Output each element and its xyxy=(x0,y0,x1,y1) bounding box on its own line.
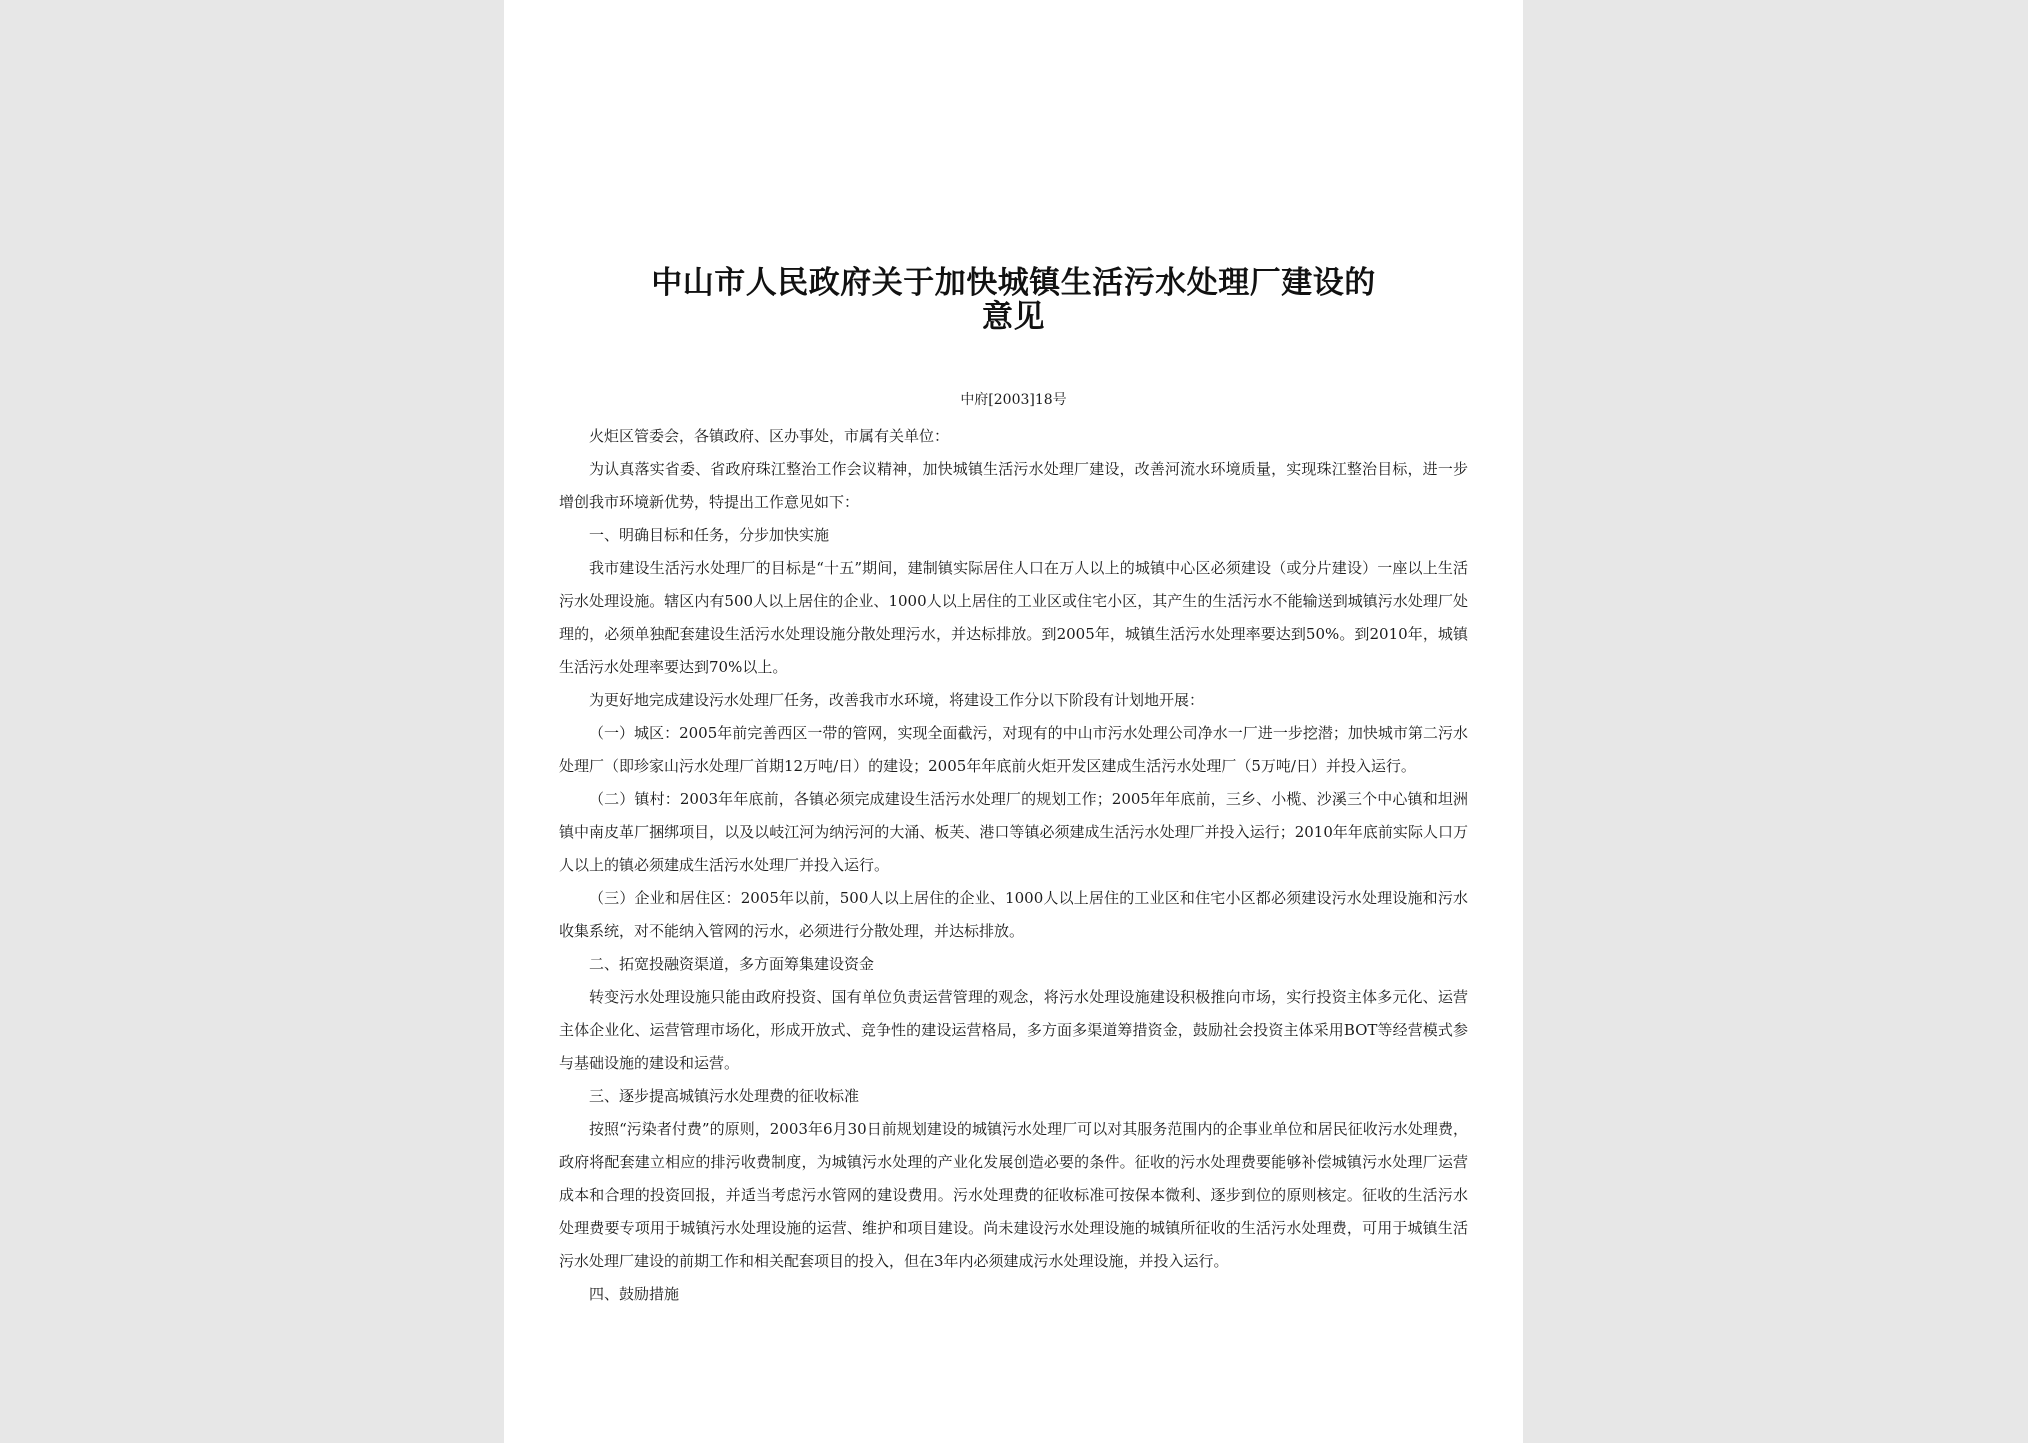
body-paragraph: 按照“污染者付费”的原则，2003年6月30日前规划建设的城镇污水处理厂可以对其服务范围内的企事业单位和居民征收污水处理费，政府将配套建立相应的排污收费制度，为城镇污水处理的产业化发展创造必要的条件。征收的污水处理费要能够补偿城镇污水处理厂运营成本和合理的投资回报，并适当考虑污水管网的建设费用。污水处理费的征收标准可按保本微利、逐步到位的原则核定。征收的生活污水处理费要专项用于城镇污水处理设施的运营、维护和项目建设。尚未建设污水处理设施的城镇所征收的生活污水处理费，可用于城镇生活污水处理厂建设的前期工作和相关配套项目的投入，但在3年内必须建成污水处理设施，并投入运行。 xyxy=(559,1120,1468,1270)
body-paragraph: 为更好地完成建设污水处理厂任务，改善我市水环境，将建设工作分以下阶段有计划地开展： xyxy=(589,691,1205,709)
document-title-line2: 意见 xyxy=(982,299,1045,335)
section-heading-1: 一、明确目标和任务，分步加快实施 xyxy=(589,526,830,544)
body-paragraph: （三）企业和居住区：2005年以前，500人以上居住的企业、1000人以上居住的工业区和住宅小区都必须建设污水处理设施和污水收集系统，对不能纳入管网的污水，必须进行分散处理，并达标排放。 xyxy=(559,889,1468,940)
section-heading-4: 四、鼓励措施 xyxy=(589,1285,680,1303)
document-page xyxy=(504,0,1523,1443)
intro-paragraph: 为认真落实省委、省政府珠江整治工作会议精神，加快城镇生活污水处理厂建设，改善河流水环境质量，实现珠江整治目标，进一步增创我市环境新优势，特提出工作意见如下： xyxy=(559,460,1468,511)
body-paragraph: （一）城区：2005年前完善西区一带的管网，实现全面截污，对现有的中山市污水处理公司净水一厂进一步挖潜；加快城市第二污水处理厂（即珍家山污水处理厂首期12万吨/日）的建设；2005年年底前火炬开发区建成生活污水处理厂（5万吨/日）并投入运行。 xyxy=(559,724,1468,775)
document-number: 中府[2003]18号 xyxy=(960,392,1067,408)
section-heading-3: 三、逐步提高城镇污水处理费的征收标准 xyxy=(589,1087,860,1105)
body-paragraph: （二）镇村：2003年年底前，各镇必须完成建设生活污水处理厂的规划工作；2005年年底前，三乡、小榄、沙溪三个中心镇和坦洲镇中南皮革厂捆绑项目，以及以岐江河为纳污河的大涌、板芙、港口等镇必须建成生活污水处理厂并投入运行；2010年年底前实际人口万人以上的镇必须建成生活污水处理厂并投入运行。 xyxy=(559,790,1468,874)
section-heading-2: 二、拓宽投融资渠道，多方面筹集建设资金 xyxy=(589,955,875,973)
document-body xyxy=(559,420,1468,1311)
body-paragraph: 转变污水处理设施只能由政府投资、国有单位负责运营管理的观念，将污水处理设施建设积极推向市场，实行投资主体多元化、运营主体企业化、运营管理市场化，形成开放式、竞争性的建设运营格局，多方面多渠道筹措资金，鼓励社会投资主体采用BOT等经营模式参与基础设施的建设和运营。 xyxy=(559,988,1468,1072)
body-paragraph: 我市建设生活污水处理厂的目标是“十五”期间，建制镇实际居住人口在万人以上的城镇中心区必须建设（或分片建设）一座以上生活污水处理设施。辖区内有500人以上居住的企业、1000人以上居住的工业区或住宅小区，其产生的生活污水不能输送到城镇污水处理厂处理的，必须单独配套建设生活污水处理设施分散处理污水，并达标排放。到2005年，城镇生活污水处理率要达到50%。到2010年，城镇生活污水处理率要达到70%以上。 xyxy=(559,559,1468,676)
document-title-line1: 中山市人民政府关于加快城镇生活污水处理厂建设的 xyxy=(651,265,1376,301)
salutation: 火炬区管委会，各镇政府、区办事处，市属有关单位： xyxy=(589,427,950,445)
